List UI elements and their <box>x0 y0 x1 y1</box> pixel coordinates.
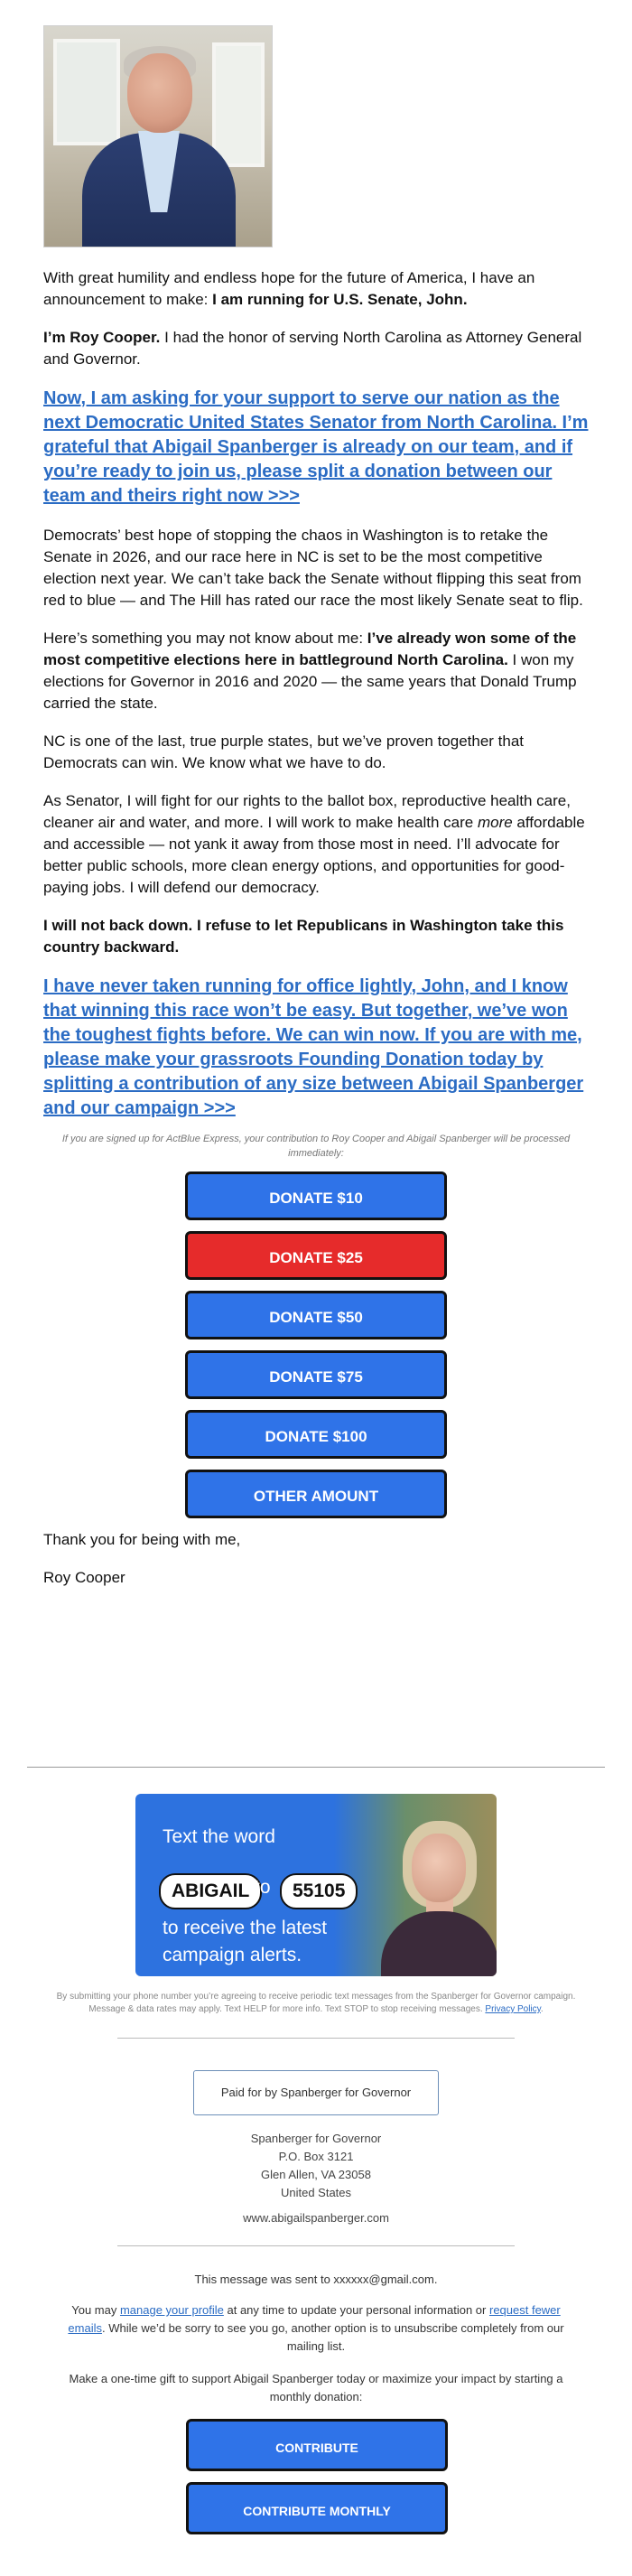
address-line: Glen Allen, VA 23058 <box>261 2168 371 2181</box>
text: With great humility and endless hope for the future of America, I have an announcement to make: <box>43 269 535 308</box>
text: to receive the latest <box>163 1918 328 1938</box>
sms-disclaimer <box>43 1991 589 2016</box>
banner-shortcode-pill: 55105 <box>280 1873 358 1909</box>
paragraph-resolve <box>43 915 589 958</box>
bold-text: I am running for U.S. Senate, John. <box>212 291 468 308</box>
text: Here’s something you may not know about me: <box>43 630 367 647</box>
request-fewer-emails-link[interactable]: request fewer emails <box>68 2303 561 2335</box>
photo-face <box>127 53 192 133</box>
other-amount-button[interactable]: OTHER AMOUNT <box>185 1470 447 1518</box>
text: As Senator, I will fight for our rights to the ballot box, reproductive health care, cleaner air and water, and more. I will work to make health care <box>43 792 571 831</box>
paragraph-purple-state: NC is one of the last, true purple states, but we’ve proven together that Democrats can win. We know what we have to do. <box>43 733 525 771</box>
email-body <box>43 25 589 1589</box>
text: at any time to update your personal information or <box>223 2303 489 2317</box>
donate-buttons <box>43 1171 589 1518</box>
paragraph-platform <box>43 790 589 899</box>
mailing-address <box>43 2130 589 2202</box>
roy-cooper-photo <box>43 25 273 247</box>
text: affordable and accessible — not yank it away from those most in need. I’ll advocate for better public schools, more clean energy options, and opportunities for good-paying jobs. I will defend our democracy. <box>43 814 585 896</box>
contribute-button[interactable]: CONTRIBUTE <box>186 2419 448 2471</box>
photo-jacket <box>381 1911 497 1976</box>
text: You may <box>71 2303 120 2317</box>
banner-text-word: Text the word <box>163 1826 275 1847</box>
text: . <box>540 2004 544 2014</box>
paid-for-box: Paid for by Spanberger for Governor <box>193 2070 439 2115</box>
privacy-policy-link[interactable]: Privacy Policy <box>485 2004 541 2014</box>
donate-10-button[interactable]: DONATE $10 <box>185 1171 447 1220</box>
divider <box>27 1767 605 1768</box>
donate-50-button[interactable]: DONATE $50 <box>185 1291 447 1339</box>
text: campaign alerts. <box>163 1945 302 1965</box>
bold-text: I’ve already won some of the most competitive elections here in battleground North Carolina. <box>43 630 577 668</box>
paragraph-senate: Democrats’ best hope of stopping the chaos in Washington is to retake the Senate in 2026, and our race here in NC is set to be the most competitive election next year. We can’t take back the Senate without flipping this seat from red to blue — and The Hill has rated our race the most likely Senate seat to flip. <box>43 527 583 609</box>
website-text: www.abigailspanberger.com <box>243 2211 389 2225</box>
donate-75-button[interactable]: DONATE $75 <box>185 1350 447 1399</box>
manage-profile-link[interactable]: manage your profile <box>119 2303 224 2317</box>
signature-name: Roy Cooper <box>43 1569 125 1586</box>
banner-keyword-pill: ABIGAIL <box>159 1873 262 1909</box>
paragraph-elections <box>43 628 589 714</box>
closing-thanks: Thank you for being with me, <box>43 1531 241 1548</box>
text: By submitting your phone number you’re agreeing to receive periodic text messages from the Spanberger for Governor campaign. Message & data rates may apply. Text HELP for more info. Text STOP to stop receiving messages. <box>56 1992 576 2014</box>
actblue-note: If you are signed up for ActBlue Express, your contribution to Roy Cooper and Abigail Spanberger will be processed immediately: <box>61 1134 571 1159</box>
contribute-monthly-button[interactable]: CONTRIBUTE MONTHLY <box>186 2482 448 2534</box>
paragraph-announcement <box>43 267 589 311</box>
donate-25-button[interactable]: DONATE $25 <box>185 1231 447 1280</box>
text: I had the honor of serving North Carolina as Attorney General and Governor. <box>43 329 582 368</box>
address-line: Spanberger for Governor <box>250 2132 382 2145</box>
gift-text: Make a one-time gift to support Abigail Spanberger today or maximize your impact by starting a monthly donation: <box>69 2372 563 2403</box>
sent-to-text: This message was sent to xxxxxx@gmail.com. <box>194 2273 438 2286</box>
sms-banner[interactable] <box>135 1794 497 1976</box>
donate-link-2[interactable]: I have never taken running for office lightly, John, and I know that winning this race won’t be easy. But together, we’ve won the toughest fights before. We can win now. If you are with me, please make your grassroots Founding Donation today by splitting a contribution of any size between Abigail Spanberger and our campaign >>> <box>43 976 584 1118</box>
banner-alerts-text <box>163 1915 327 1969</box>
photo-window <box>53 39 120 145</box>
donate-link-1[interactable]: Now, I am asking for your support to serve our nation as the next Democratic United States Senator from North Carolina. I’m grateful that Abigail Spanberger is already on our team, and if you’re ready to join us, please split a donation between our team and theirs right now >>> <box>43 388 589 506</box>
banner-to: to <box>255 1877 271 1898</box>
address-line: P.O. Box 3121 <box>278 2150 354 2163</box>
donate-100-button[interactable]: DONATE $100 <box>185 1410 447 1459</box>
text: I won my elections for Governor in 2016 and 2020 — the same years that Donald Trump carried the state. <box>43 651 577 712</box>
address-line: United States <box>280 2186 352 2199</box>
paragraph-intro <box>43 327 589 370</box>
divider <box>117 2038 515 2039</box>
bold-text: I will not back down. I refuse to let Republicans in Washington take this country backward. <box>43 917 564 956</box>
text: . While we’d be sorry to see you go, another option is to unsubscribe completely from our mailing list. <box>101 2321 564 2353</box>
manage-preferences-text <box>54 2301 578 2356</box>
bold-text: I’m Roy Cooper. <box>43 329 161 346</box>
photo-window <box>212 42 265 167</box>
photo-face <box>412 1834 466 1902</box>
spanberger-photo <box>372 1817 497 1976</box>
italic-text: more <box>477 814 513 831</box>
divider <box>117 2245 515 2246</box>
